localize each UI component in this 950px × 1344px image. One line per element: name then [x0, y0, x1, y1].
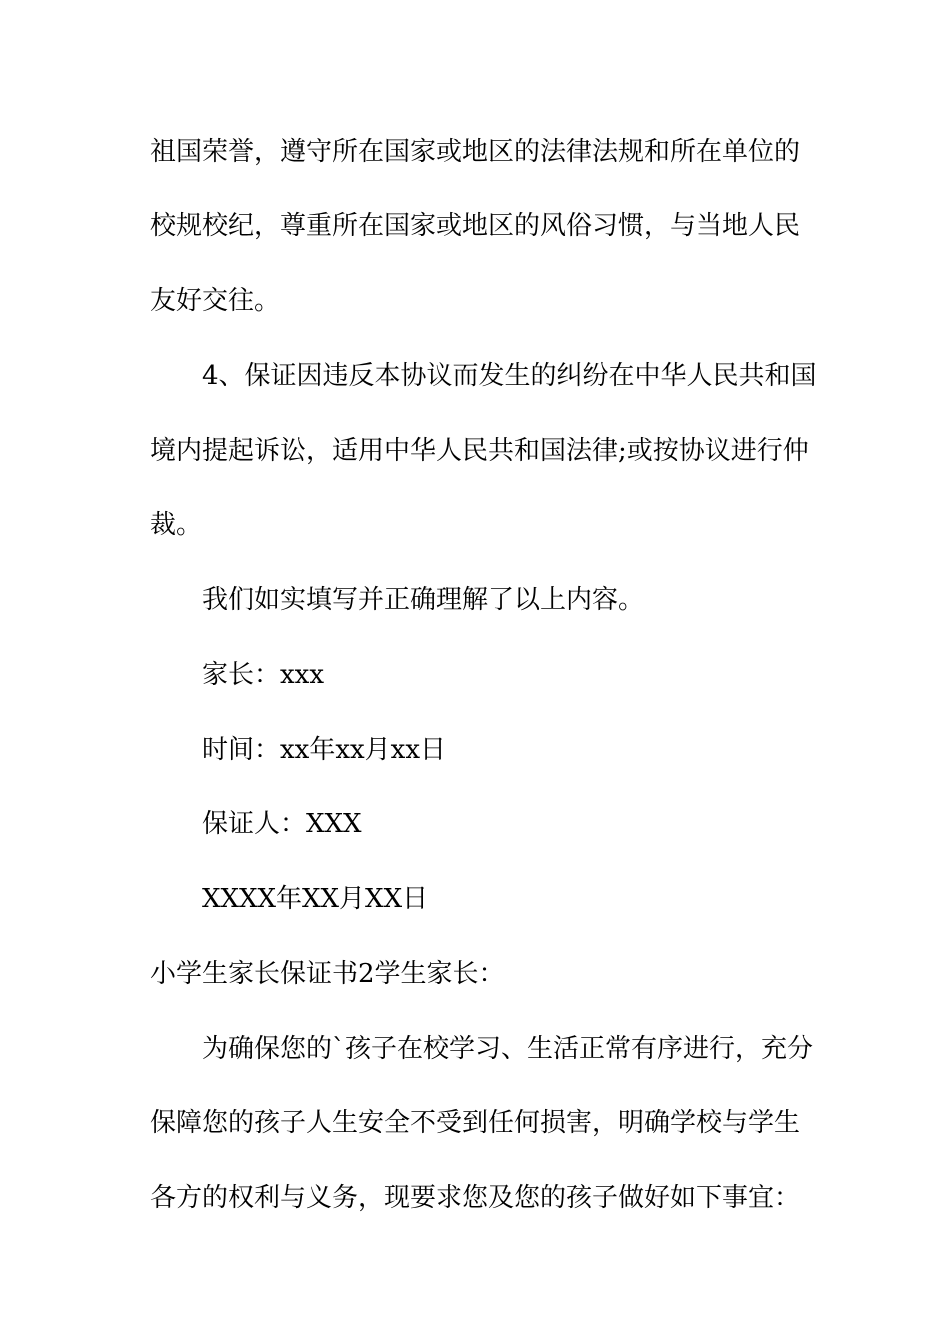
paragraph-line: 校规校纪，尊重所在国家或地区的风俗习惯，与当地人民: [150, 211, 801, 241]
guarantor-signature: 保证人：XXX: [202, 809, 362, 839]
paragraph-line: 为确保您的`孩子在校学习、生活正常有序进行，充分: [202, 1034, 814, 1064]
paragraph-line: 裁。: [150, 510, 203, 540]
paragraph-line: 友好交往。: [150, 286, 281, 316]
paragraph-line: 各方的权利与义务，现要求您及您的孩子做好如下事宜：: [150, 1183, 801, 1213]
paragraph-line: 祖国荣誉，遵守所在国家或地区的法律法规和所在单位的: [150, 137, 801, 167]
guarantor-date: XXXX年XX月XX日: [202, 884, 429, 914]
section-heading: 小学生家长保证书2学生家长：: [150, 959, 505, 989]
confirmation-statement: 我们如实填写并正确理解了以上内容。: [202, 585, 645, 615]
clause-4-line: 4、保证因违反本协议而发生的纠纷在中华人民共和国: [202, 361, 817, 391]
paragraph-line: 境内提起诉讼，适用中华人民共和国法律;或按协议进行仲: [150, 436, 809, 466]
paragraph-line: 保障您的孩子人生安全不受到任何损害，明确学校与学生: [150, 1108, 801, 1138]
sign-date: 时间：xx年xx月xx日: [202, 735, 446, 765]
parent-signature: 家长：xxx: [202, 660, 324, 690]
